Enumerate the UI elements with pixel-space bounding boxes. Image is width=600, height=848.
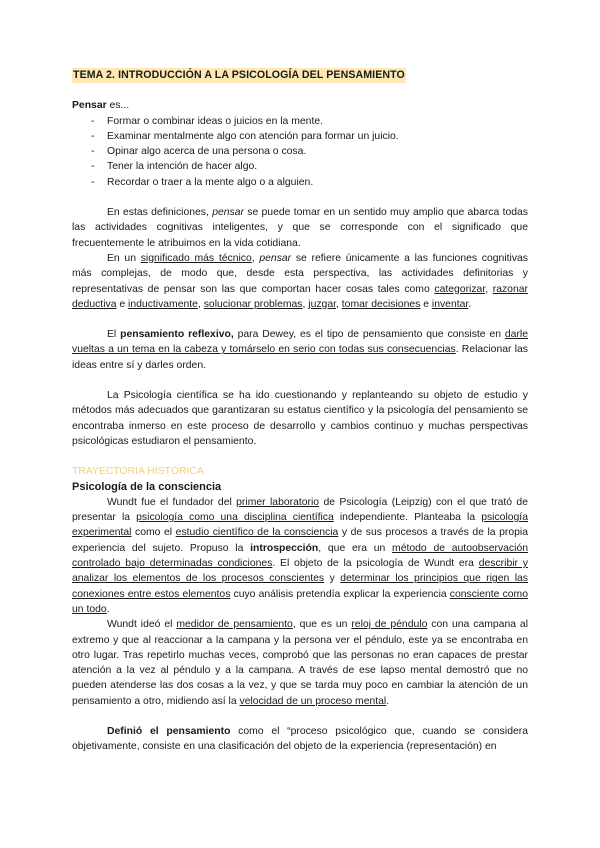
paragraph-scientific-psychology: La Psicología científica se ha ido cuestionando y replanteando su objeto de estudio y métodos más adecuados que garantizaran su estatus científico y la psicología del pensamiento se encontraba inmerso en este proceso de desarrollo y cambios continuo y muchas perspectivas psicológicas estudiaron el pensamiento. xyxy=(72,390,528,447)
paragraph-technical-sense: En un significado más técnico, pensar se refiere únicamente a las funciones cognitivas más complejas, de modo que, desde esta perspectiva, las actividades definitorias y representativas de pensar son las que comportan hacer cosas tales como categorizar, razonar deductiva e inductivamente, solucionar problemas, juzgar, tomar decisiones e inventar. xyxy=(72,252,528,310)
list-item: - Tener la intención de hacer algo. xyxy=(72,159,528,174)
subsection-heading: Psicología de la consciencia xyxy=(72,480,222,493)
list-item: - Opinar algo acerca de una persona o cosa. xyxy=(72,144,528,159)
document-title: TEMA 2. INTRODUCCIÓN A LA PSICOLOGÍA DEL PENSAMIENTO xyxy=(72,68,406,83)
paragraph-broad-sense: En estas definiciones, pensar se puede tomar en un sentido muy amplio que abarca todas las actividades cognitivas inteligentes, y que se corresponde con el significado que frecuentemente le atribuimos en la vida cotidiana. xyxy=(72,207,528,249)
list-item: - Formar o combinar ideas o juicios en la mente. xyxy=(72,114,528,129)
paragraph-wundt: Wundt fue el fundador del primer laboratorio de Psicología (Leipzig) con el que trató de presentar la psicología como una disciplina científica independiente. Planteaba la psicología experimental como el estudio científico de la consciencia y de sus procesos a través de la propia experiencia del sujeto. Propuso la introspección, que era un método de autoobservación controlado bajo determinadas condiciones. El objeto de la psicología de Wundt era describir y analizar los elementos de los procesos conscientes y determinar los principios que rigen las conexiones entre estos elementos cuyo análisis pretendía explicar la experiencia consciente como un todo. xyxy=(72,496,529,615)
paragraph-thinking-definition: Definió el pensamiento como el “proceso psicológico que, cuando se considera objetivamente, consiste en una clasificación del objeto de la experiencia (representación) en xyxy=(72,725,528,753)
document-body xyxy=(72,68,528,755)
paragraph-pendulum: Wundt ideó el medidor de pensamiento, que es un reloj de péndulo con una campana al extremo y que al reaccionar a la campana y la persona ver el péndulo, este ya se encontraba en otro lugar. Tras repetirlo muchas veces, comprobó que las personas no eran capaces de prestar atención a la vez al péndulo y a la campana. A través de ese lapso mental demostró que no pueden atenderse las dos cosas a la vez, y que se tarda muy poco en cambiar la atención de un pensamiento a otro, midiendo así la velocidad de un proceso mental. xyxy=(72,619,529,707)
paragraph-reflective-thinking: El pensamiento reflexivo, para Dewey, es el tipo de pensamiento que consiste en darle vueltas a un tema en la cabeza y tomárselo en serio con todas sus consecuencias. Relacionar las ideas entre sí y darles orden. xyxy=(72,329,528,371)
pensar-term: Pensar xyxy=(72,100,107,112)
definitions-list xyxy=(72,114,528,190)
list-item: - Examinar mentalmente algo con atención para formar un juicio. xyxy=(72,129,528,144)
pensar-intro: Pensar es... xyxy=(72,100,130,112)
list-item: - Recordar o traer a la mente algo o a alguien. xyxy=(72,175,528,190)
section-heading-history: TRAYECTORIA HISTÓRICA xyxy=(72,466,204,478)
